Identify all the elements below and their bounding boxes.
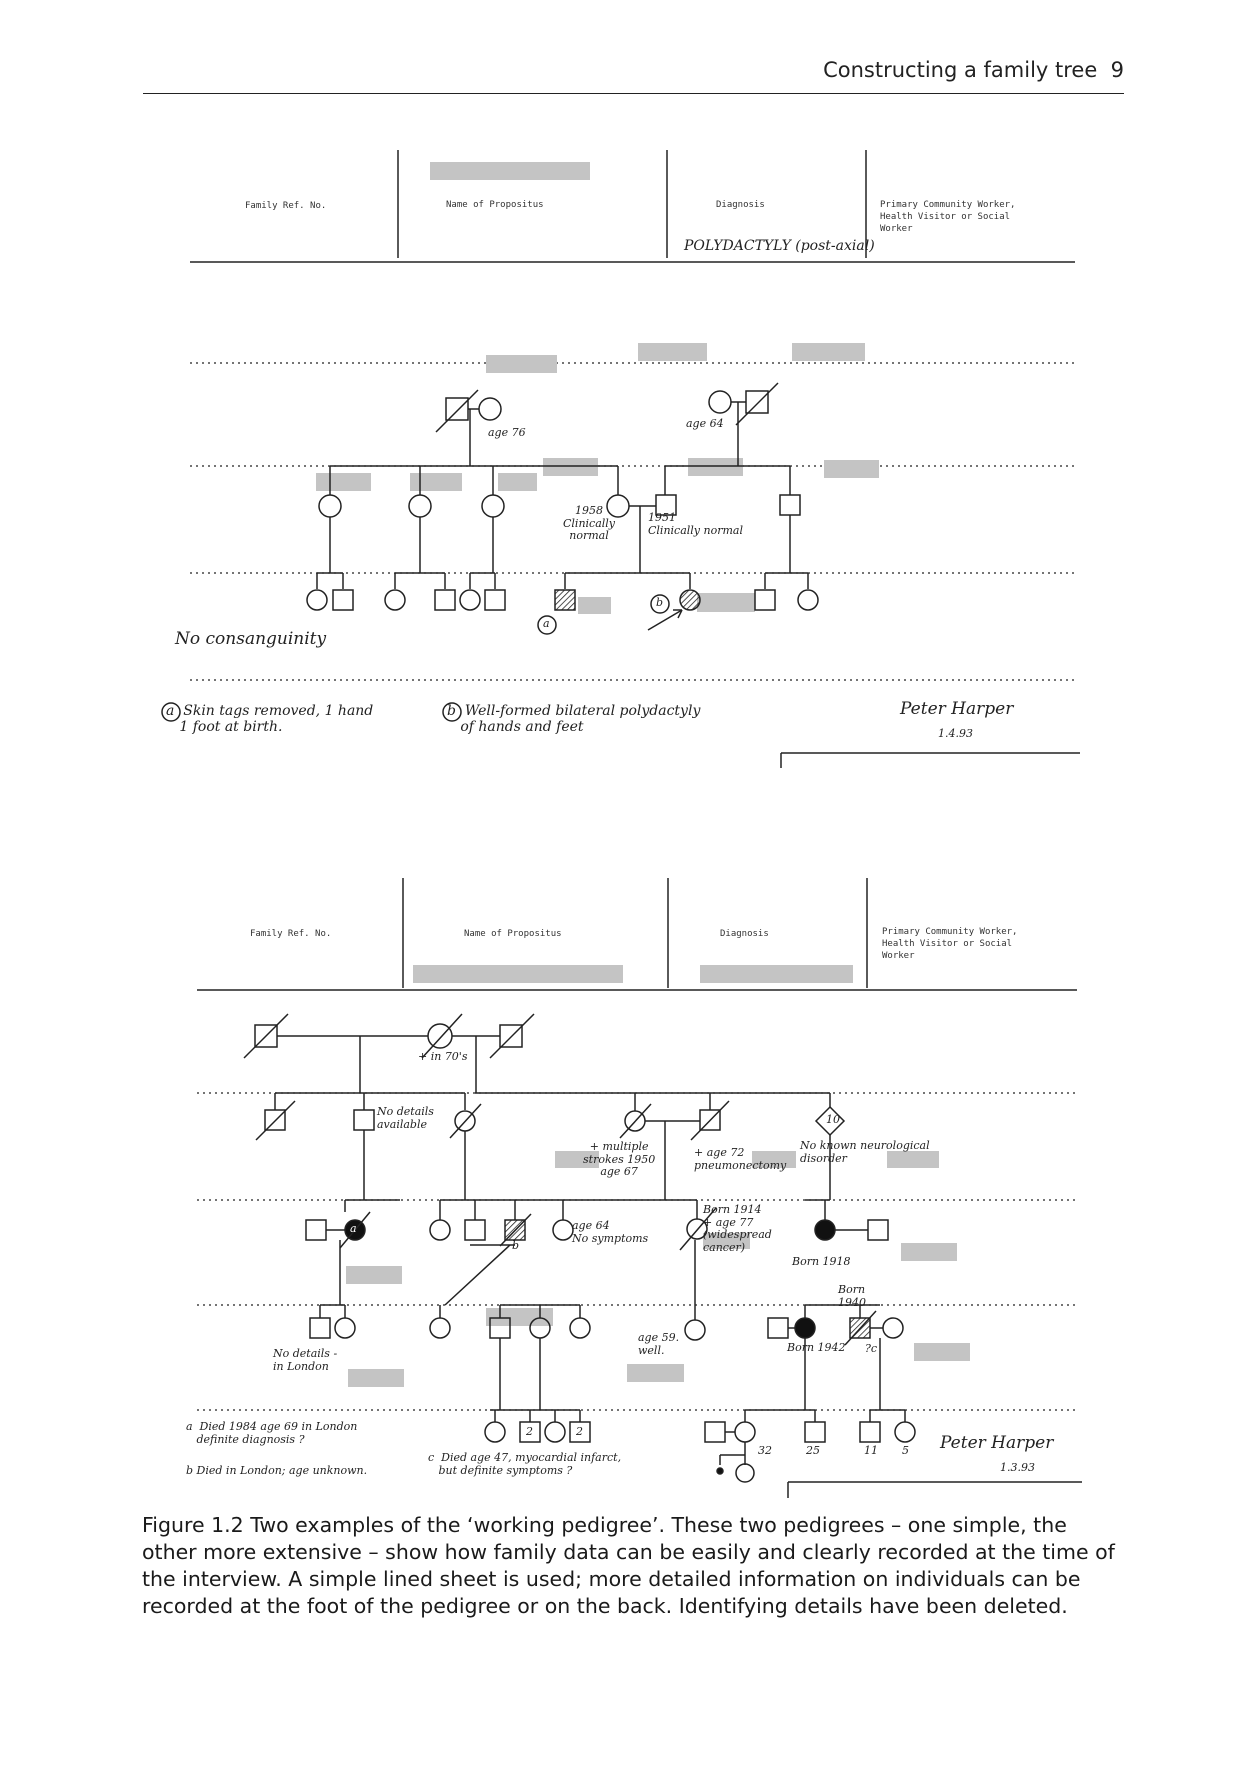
marker-a: a bbox=[543, 617, 550, 630]
note-age72: + age 72 pneumonectomy bbox=[694, 1146, 787, 1172]
female bbox=[570, 1318, 590, 1338]
count-two-a: 2 bbox=[526, 1425, 533, 1438]
female bbox=[479, 398, 501, 420]
note-no-neuro: No known neurological disorder bbox=[800, 1139, 930, 1165]
female bbox=[485, 1422, 505, 1442]
diamond-count: 10 bbox=[826, 1113, 840, 1126]
signature-1: Peter Harper bbox=[900, 699, 1014, 719]
signature-2-date: 1.3.93 bbox=[1000, 1461, 1035, 1474]
deceased-male bbox=[446, 398, 468, 420]
redacted-box bbox=[346, 1266, 402, 1284]
marker-a-2: a bbox=[350, 1222, 357, 1235]
age-label-1: 32 bbox=[758, 1444, 772, 1457]
note-a: a Skin tags removed, 1 hand 1 foot at birth. bbox=[166, 703, 374, 736]
female bbox=[883, 1318, 903, 1338]
form1-family-ref-label: Family Ref. No. bbox=[245, 201, 327, 211]
redacted-box bbox=[697, 593, 755, 612]
note-age59: age 59. well. bbox=[638, 1331, 680, 1357]
redacted-box bbox=[914, 1343, 970, 1361]
note-multiple-strokes: + multiple strokes 1950 age 67 bbox=[583, 1140, 656, 1179]
redacted-box bbox=[498, 473, 537, 491]
male bbox=[755, 590, 775, 610]
female bbox=[798, 590, 818, 610]
age-label-2: 25 bbox=[806, 1444, 820, 1457]
pedigree1-generation-1 bbox=[436, 383, 778, 466]
signature-1-date: 1.4.93 bbox=[938, 727, 973, 740]
male bbox=[860, 1422, 880, 1442]
note-b-2: b Died in London; age unknown. bbox=[186, 1464, 368, 1477]
redacted-box bbox=[578, 597, 611, 614]
note-age-76: age 76 bbox=[488, 426, 526, 439]
female bbox=[736, 1464, 754, 1482]
marker-b-2: b bbox=[512, 1239, 520, 1252]
signature-2: Peter Harper bbox=[940, 1433, 1054, 1453]
note-no-details-london: No details - in London bbox=[273, 1347, 338, 1373]
form1-diagnosis-label: Diagnosis bbox=[716, 200, 765, 210]
redacted-box bbox=[824, 460, 879, 478]
female bbox=[307, 590, 327, 610]
marker-c: ?c bbox=[865, 1342, 878, 1355]
note-age-64: age 64 bbox=[686, 417, 724, 430]
male bbox=[868, 1220, 888, 1240]
female bbox=[428, 1024, 452, 1048]
note-born1940: Born 1940 bbox=[838, 1283, 866, 1309]
form1-propositus-label: Name of Propositus bbox=[446, 200, 544, 210]
note-b1951: 1951 Clinically normal bbox=[648, 511, 743, 537]
form2-worker-label: Primary Community Worker, Health Visitor or Social Worker bbox=[882, 927, 1018, 961]
note-b1958: 1958 Clinically normal bbox=[563, 504, 616, 543]
note-c-2: c Died age 47, myocardial infarct, but definite symptoms ? bbox=[428, 1451, 622, 1477]
redacted-box bbox=[486, 1308, 553, 1326]
deceased-male bbox=[746, 391, 768, 413]
pedigree2-generation-1 bbox=[244, 1014, 534, 1093]
female bbox=[385, 590, 405, 610]
male bbox=[435, 590, 455, 610]
male bbox=[780, 495, 800, 515]
redacted-box bbox=[700, 965, 853, 983]
male bbox=[333, 590, 353, 610]
affected-female bbox=[815, 1220, 835, 1240]
redacted-box bbox=[627, 1364, 684, 1382]
male bbox=[805, 1422, 825, 1442]
form2-diagnosis-label: Diagnosis bbox=[720, 929, 769, 939]
marker-b: b bbox=[656, 596, 664, 609]
female bbox=[409, 495, 431, 517]
page-number: 9 bbox=[1110, 58, 1124, 82]
female bbox=[709, 391, 731, 413]
redacted-box bbox=[348, 1369, 404, 1387]
count-two-b: 2 bbox=[576, 1425, 583, 1438]
female bbox=[430, 1220, 450, 1240]
running-head-title: Constructing a family tree bbox=[823, 58, 1098, 82]
female bbox=[460, 590, 480, 610]
male bbox=[705, 1422, 725, 1442]
affected-female bbox=[680, 590, 700, 610]
male bbox=[465, 1220, 485, 1240]
female bbox=[685, 1320, 705, 1340]
affected-male bbox=[555, 590, 575, 610]
note-no-details: No details available bbox=[377, 1105, 434, 1131]
note-b: b Well-formed bilateral polydactyly of hands and feet bbox=[447, 703, 701, 736]
note-a-2: a Died 1984 age 69 in London definite diagnosis ? bbox=[186, 1420, 358, 1446]
note-age64-nosym: age 64 No symptoms bbox=[572, 1219, 649, 1245]
male bbox=[768, 1318, 788, 1338]
female bbox=[430, 1318, 450, 1338]
redacted-box bbox=[316, 473, 371, 491]
male bbox=[354, 1110, 374, 1130]
female bbox=[735, 1422, 755, 1442]
redacted-box bbox=[792, 343, 865, 361]
age-label-4: 5 bbox=[902, 1444, 909, 1457]
redacted-box bbox=[486, 355, 557, 373]
female bbox=[319, 495, 341, 517]
redacted-box bbox=[410, 473, 462, 491]
redacted-box bbox=[543, 458, 598, 476]
note-born1942: Born 1942 bbox=[787, 1341, 846, 1354]
redacted-box bbox=[413, 965, 623, 983]
form1-diagnosis-entry: POLYDACTYLY (post-axial) bbox=[684, 238, 875, 254]
note-plus-70s: + in 70's bbox=[418, 1050, 468, 1063]
female bbox=[482, 495, 504, 517]
male bbox=[485, 590, 505, 610]
female bbox=[895, 1422, 915, 1442]
affected-female bbox=[795, 1318, 815, 1338]
redacted-box bbox=[430, 162, 590, 180]
redacted-box bbox=[901, 1243, 957, 1261]
male bbox=[310, 1318, 330, 1338]
figure-caption: Figure 1.2 Two examples of the ‘working pedigree’. These two pedigrees – one simple, the other more extensive – show how family data can be easily and clearly recorded at the time of the interview. A simple lined sheet is used; more detailed information on individuals can be recorded at the foot of the pedigree or on the back. Identifying details have been deleted. bbox=[142, 1513, 1115, 1618]
note-consanguinity: No consanguinity bbox=[175, 629, 327, 649]
form1-worker-label: Primary Community Worker, Health Visitor or Social Worker bbox=[880, 200, 1016, 234]
form2-family-ref-label: Family Ref. No. bbox=[250, 929, 332, 939]
redacted-box bbox=[638, 343, 707, 361]
form2-propositus-label: Name of Propositus bbox=[464, 929, 562, 939]
dot bbox=[717, 1468, 723, 1474]
male bbox=[306, 1220, 326, 1240]
redacted-box bbox=[688, 458, 743, 476]
age-label-3: 11 bbox=[864, 1444, 878, 1457]
note-born1918: Born 1918 bbox=[792, 1255, 851, 1268]
female bbox=[553, 1220, 573, 1240]
note-born1914: Born 1914 + age 77 (widespread cancer) bbox=[703, 1203, 772, 1254]
female bbox=[545, 1422, 565, 1442]
female bbox=[335, 1318, 355, 1338]
